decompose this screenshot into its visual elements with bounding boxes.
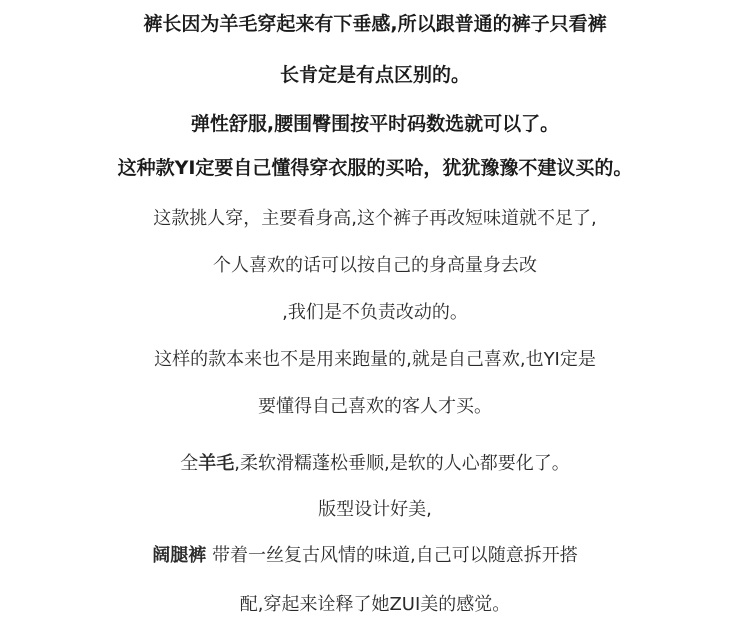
text-line: 版型设计好美, <box>318 499 432 520</box>
text-line: 长肯定是有点区别的。 <box>279 64 470 86</box>
text-line: ,我们是不负责改动的。 <box>282 302 468 323</box>
text-line: 这样的款本来也不是用来跑量的,就是自己喜欢,也YI定是 <box>154 349 596 370</box>
text-line: 个人喜欢的话可以按自己的身高量身去改 <box>213 255 537 276</box>
text-line: 要懂得自己喜欢的客人才买。 <box>258 396 492 417</box>
text-rest: 带着一丝复古风情的味道,自己可以随意拆开搭 <box>206 545 578 566</box>
text-prefix: 全 <box>180 453 199 474</box>
text-line-wool <box>0 449 750 479</box>
text-line: 配,穿起来诠释了她ZUI美的感觉。 <box>239 594 511 615</box>
text-line-wide-leg <box>0 541 740 571</box>
text-line: 弹性舒服,腰围臀围按平时码数选就可以了。 <box>190 113 560 135</box>
text-line: 这款挑人穿，主要看身高,这个裤子再改短味道就不足了, <box>153 208 597 229</box>
highlight-wool: 羊毛 <box>198 453 235 474</box>
text-rest: ,柔软滑糯蓬松垂顺,是软的人心都要化了。 <box>234 453 570 474</box>
text-line: 这种款YI定要自己懂得穿衣服的买哈，犹犹豫豫不建议买的。 <box>117 157 633 179</box>
highlight-wide-leg-pants: 阔腿裤 <box>152 545 207 566</box>
text-line: 裤长因为羊毛穿起来有下垂感,所以跟普通的裤子只看裤 <box>143 13 607 35</box>
